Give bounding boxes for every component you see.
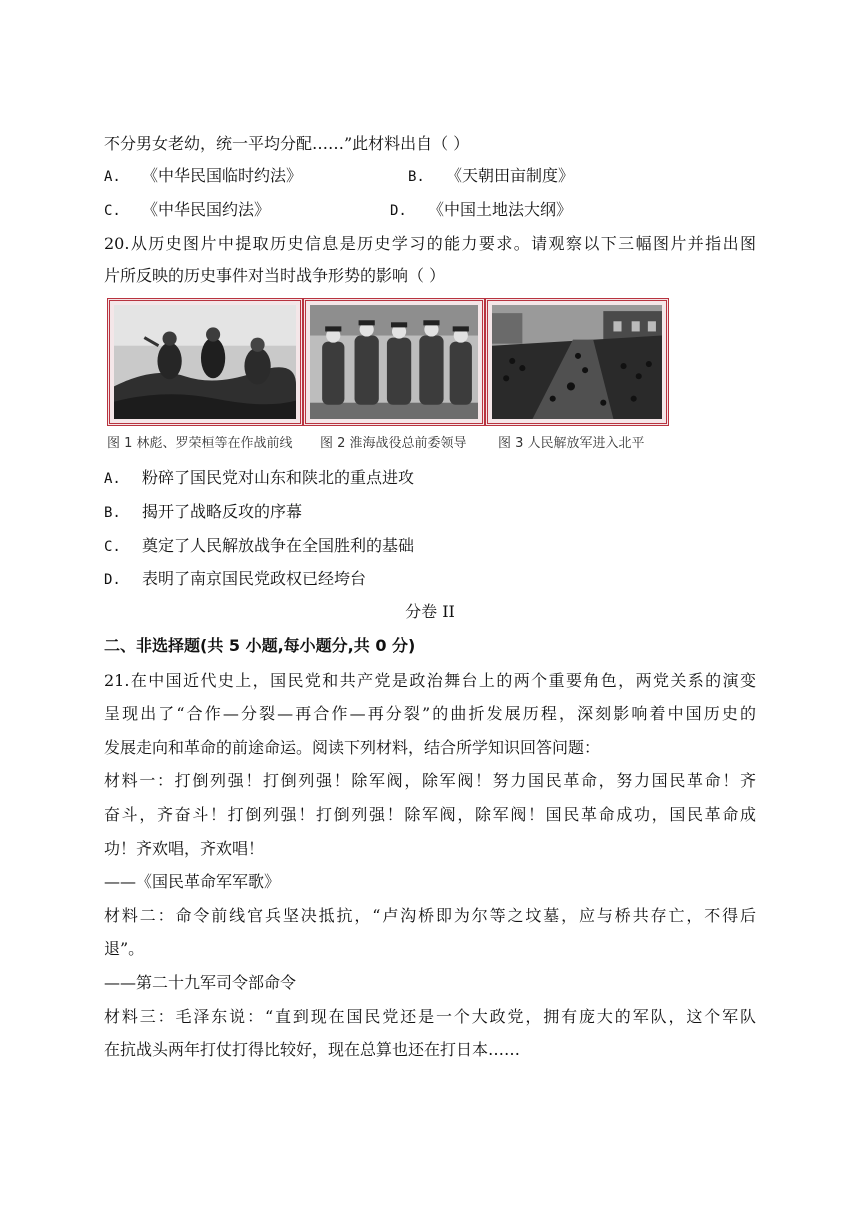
q20-option-a (104, 467, 414, 490)
option-letter: D. (104, 572, 121, 588)
option-letter: C. (104, 539, 121, 555)
photo-frontline-image (114, 305, 296, 419)
q20-option-d (104, 568, 366, 591)
q20-option-b (104, 501, 302, 524)
option-text: 奠定了人民解放战争在全国胜利的基础 (142, 536, 415, 555)
caption-figure-3: 图 3 人民解放军进入北平 (498, 436, 645, 451)
option-text: 表明了南京国民党政权已经垮台 (142, 569, 367, 588)
q19-option-b (408, 165, 574, 188)
section-heading: 二、非选择题(共 5 小题,每小题分,共 0 分) (104, 636, 416, 655)
photo-huaihai-leaders (303, 298, 485, 426)
section-title: 分卷 II (405, 602, 455, 621)
material-1-line-2: 奋斗，齐奋斗！打倒列强！打倒列强！除军阀，除军阀！国民革命成功，国民革命成 (104, 805, 756, 824)
q21-stem-line-3: 发展走向和革命的前途命运。阅读下列材料，结合所学知识回答问题： (104, 738, 601, 757)
q21-stem-line-2: 呈现出了“合作—分裂—再合作—再分裂”的曲折发展历程，深刻影响着中国历史的 (104, 704, 756, 723)
q19-stem-tail: 不分男女老幼，统一平均分配……”此材料出自（ ） (104, 134, 470, 153)
material-1-line-1: 材料一：打倒列强！打倒列强！除军阀，除军阀！努力国民革命，努力国民革命！齐 (104, 771, 756, 790)
q19-option-a (104, 165, 302, 188)
material-1-source: ——《国民革命军军歌》 (104, 872, 281, 891)
option-letter: A. (104, 169, 121, 185)
option-text: 揭开了战略反攻的序幕 (142, 502, 303, 521)
material-3-line-1: 材料三：毛泽东说：“直到现在国民党还是一个大政党，拥有庞大的军队，这个军队 (104, 1007, 756, 1026)
material-2-line-2: 退”。 (104, 939, 145, 958)
option-letter: D. (390, 203, 407, 219)
option-letter: B. (408, 169, 425, 185)
material-2-line-1: 材料二：命令前线官兵坚决抵抗，“卢沟桥即为尔等之坟墓，应与桥共存亡，不得后 (104, 906, 756, 925)
q20-stem-line-1: 20.从历史图片中提取历史信息是历史学习的能力要求。请观察以下三幅图片并指出图 (104, 234, 756, 253)
photo-army-enters-peiping (485, 298, 669, 426)
option-letter: A. (104, 471, 121, 487)
option-text: 《中华民国临时约法》 (142, 166, 303, 185)
material-2-source: ——第二十九军司令部命令 (104, 973, 297, 992)
q20-option-c (104, 535, 414, 558)
option-letter: B. (104, 505, 121, 521)
q19-option-c (104, 199, 270, 222)
material-1-line-3: 功！齐欢唱，齐欢唱！ (104, 839, 265, 858)
q20-figure-captions (107, 432, 669, 452)
caption-figure-2: 图 2 淮海战役总前委领导 (320, 436, 467, 451)
option-text: 粉碎了国民党对山东和陕北的重点进攻 (142, 468, 415, 487)
photo-frontline (107, 298, 303, 426)
option-letter: C. (104, 203, 121, 219)
photo-huaihai-leaders-image (310, 305, 478, 419)
option-text: 《天朝田亩制度》 (446, 166, 575, 185)
q20-photo-strip (107, 298, 669, 426)
option-text: 《中国土地法大纲》 (428, 200, 573, 219)
q19-option-d (390, 199, 572, 222)
option-text: 《中华民国约法》 (142, 200, 271, 219)
q21-stem-line-1: 21.在中国近代史上，国民党和共产党是政治舞台上的两个重要角色，两党关系的演变 (104, 671, 756, 690)
q20-stem-line-2: 片所反映的历史事件对当时战争形势的影响（ ） (104, 266, 446, 285)
photo-army-enters-peiping-image (492, 305, 662, 419)
material-3-line-2: 在抗战头两年打仗打得比较好，现在总算也还在打日本…… (104, 1040, 521, 1059)
caption-figure-1: 图 1 林彪、罗荣桓等在作战前线 (107, 436, 293, 451)
